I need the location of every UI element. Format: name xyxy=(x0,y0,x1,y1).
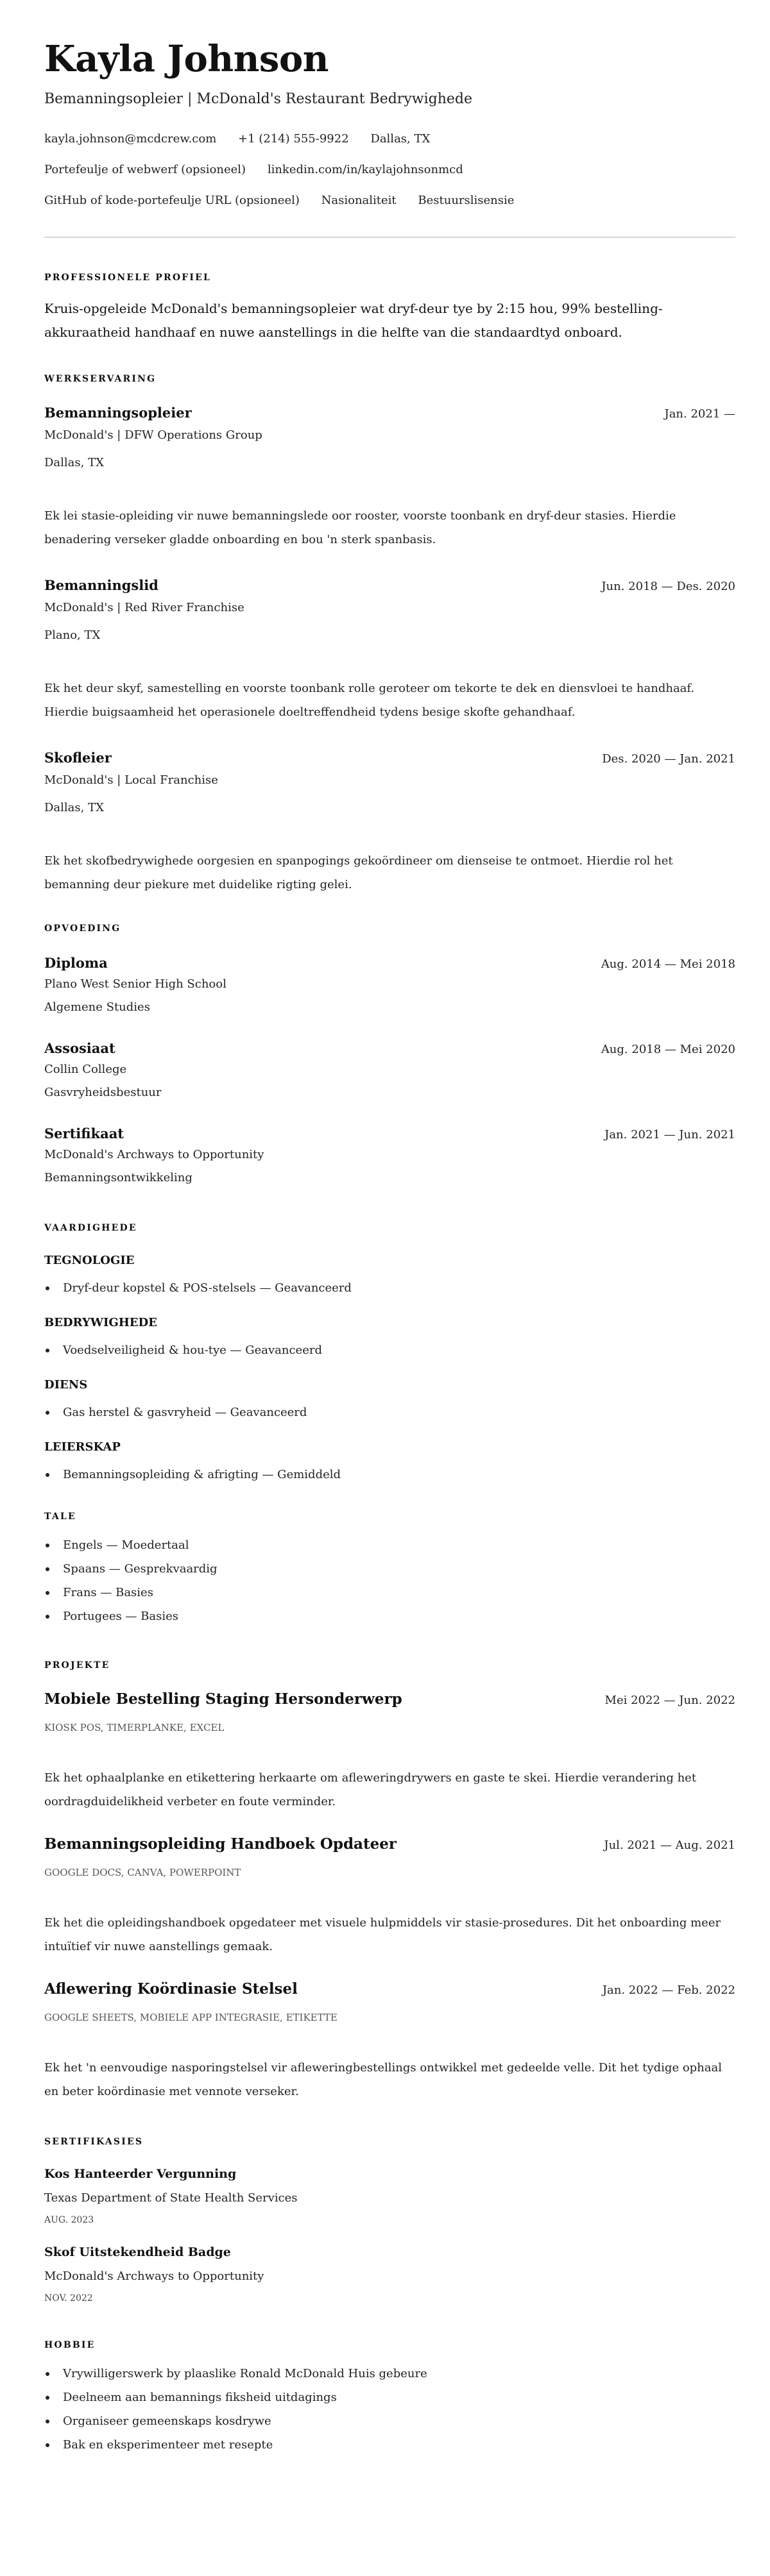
project-entry xyxy=(44,1834,735,1958)
skill-item: Bemanningsopleiding & afrigting — Gemiddeld xyxy=(44,1463,735,1486)
language-list xyxy=(44,1533,735,1628)
project-date: Jan. 2022 — Feb. 2022 xyxy=(602,1983,735,1997)
skill-group-title: BEDRYWIGHEDE xyxy=(44,1316,157,1329)
skill-item: Gas herstel & gasvryheid — Geavanceerd xyxy=(44,1401,735,1424)
skill-group-title: DIENS xyxy=(44,1378,88,1392)
job-description: Ek het skofbedrywighede oorgesien en spanpogings gekoördineer om dienseise te ontmoet. Hierdie rol het bemanning deur piekure met duidelike rigting gelei. xyxy=(44,854,673,891)
job-location: Dallas, TX xyxy=(44,801,104,814)
linkedin-link[interactable]: linkedin.com/in/kaylajohnsonmcd xyxy=(267,163,463,176)
certification-date: NOV. 2022 xyxy=(44,2293,93,2303)
project-title: Bemanningsopleiding Handboek Opdateer xyxy=(44,1835,397,1853)
certification-date: AUG. 2023 xyxy=(44,2215,94,2225)
field-of-study: Bemanningsontwikkeling xyxy=(44,1171,193,1184)
job-title: Bemanningsopleier xyxy=(44,405,192,421)
nationality: Nasionaliteit xyxy=(321,194,397,207)
language-item: Spaans — Gesprekvaardig xyxy=(44,1557,735,1581)
certification-issuer: Texas Department of State Health Services xyxy=(44,2191,298,2205)
hobby-item: Organiseer gemeenskaps kosdrywe xyxy=(44,2409,735,2433)
certification-issuer: McDonald's Archways to Opportunity xyxy=(44,2269,264,2283)
header-divider xyxy=(44,237,735,238)
education-date: Aug. 2018 — Mei 2020 xyxy=(601,1043,735,1056)
project-tech: GOOGLE SHEETS, MOBIELE APP INTEGRASIE, ETIKETTE xyxy=(44,2012,338,2023)
job-date: Des. 2020 — Jan. 2021 xyxy=(602,752,735,766)
job-location: Dallas, TX xyxy=(44,456,104,469)
certification-entry xyxy=(44,2243,735,2305)
languages-section xyxy=(44,1510,735,1628)
skill-list xyxy=(44,1276,735,1300)
section-heading: SERTIFIKASIES xyxy=(44,2137,144,2147)
hobby-item: Vrywilligerswerk by plaaslike Ronald McDonald Huis gebeure xyxy=(44,2362,735,2386)
section-heading: PROFESSIONELE PROFIEL xyxy=(44,273,212,283)
project-description: Ek het ophaalplanke en etikettering herkaarte om afleweringdrywers en gaste te skei. Hierdie verandering het oordragduidelikheid verbeter en foute verminder. xyxy=(44,1771,697,1808)
project-description: Ek het 'n eenvoudige nasporingstelsel vir afleweringbestellings ontwikkel met gedeelde velle. Dit het tydige ophaal en beter koördinasie met vennote verseker. xyxy=(44,2061,722,2098)
job-company: McDonald's | Red River Franchise xyxy=(44,601,244,614)
project-title: Aflewering Koördinasie Stelsel xyxy=(44,1980,298,1998)
school-name: Collin College xyxy=(44,1063,127,1076)
project-date: Jul. 2021 — Aug. 2021 xyxy=(604,1839,735,1852)
school-name: McDonald's Archways to Opportunity xyxy=(44,1148,264,1161)
section-heading: OPVOEDING xyxy=(44,923,121,934)
job-company: McDonald's | DFW Operations Group xyxy=(44,428,262,442)
hobby-item: Bak en eksperimenteer met resepte xyxy=(44,2433,735,2457)
language-item: Portugees — Basies xyxy=(44,1604,735,1628)
job-title: Skofleier xyxy=(44,750,112,766)
section-heading: TALE xyxy=(44,1511,76,1522)
skills-section xyxy=(44,1222,735,1486)
school-name: Plano West Senior High School xyxy=(44,977,227,991)
project-tech: GOOGLE DOCS, CANVA, POWERPOINT xyxy=(44,1867,241,1878)
job-description: Ek lei stasie-opleiding vir nuwe bemanningslede oor rooster, voorste toonbank en dryf-deur stasies. Hierdie benadering verseker gladde onboarding en bou 'n sterk spanbasis. xyxy=(44,509,676,546)
job-entry xyxy=(44,576,735,724)
certifications-section xyxy=(44,2135,735,2305)
drivers-license: Bestuurslisensie xyxy=(418,194,515,207)
project-tech: KIOSK POS, TIMERPLANKE, EXCEL xyxy=(44,1722,225,1733)
job-entry xyxy=(44,403,735,551)
job-date: Jun. 2018 — Des. 2020 xyxy=(601,580,735,593)
project-entry xyxy=(44,1979,735,2103)
resume-page xyxy=(0,38,770,2457)
language-item: Frans — Basies xyxy=(44,1581,735,1604)
job-description: Ek het deur skyf, samestelling en voorste toonbank rolle geroteer om tekorte te dek en diensvloei te handhaaf. Hierdie buigsaamheid het operasionele doeltreffendheid tydens besige skofte gehandhaaf. xyxy=(44,682,695,719)
profile-text: Kruis-opgeleide McDonald's bemanningsopleier wat dryf-deur tye by 2:15 hou, 99% bestelling-akkuraatheid handhaaf en nuwe aanstellings in die helfte van die standaardtyd onboard. xyxy=(44,301,663,340)
portfolio-link[interactable]: Portefeulje of webwerf (opsioneel) xyxy=(44,163,246,176)
contact-line xyxy=(44,155,735,185)
projects-section xyxy=(44,1659,735,2103)
profile-section xyxy=(44,271,735,344)
project-entry xyxy=(44,1689,735,1814)
skill-group-title: TEGNOLOGIE xyxy=(44,1254,135,1267)
location: Dallas, TX xyxy=(370,132,431,146)
education-date: Aug. 2014 — Mei 2018 xyxy=(601,957,735,971)
resume-header xyxy=(44,38,735,216)
section-heading: HOBBIE xyxy=(44,2340,96,2350)
field-of-study: Algemene Studies xyxy=(44,1000,150,1014)
candidate-name: Kayla Johnson xyxy=(44,38,329,80)
contact-info xyxy=(44,124,735,216)
field-of-study: Gasvryheidsbestuur xyxy=(44,1086,162,1099)
skill-group-title: LEIERSKAP xyxy=(44,1440,121,1454)
section-heading: WERKSERVARING xyxy=(44,374,157,384)
education-entry xyxy=(44,954,735,1019)
hobbies-section xyxy=(44,2339,735,2457)
project-date: Mei 2022 — Jun. 2022 xyxy=(604,1694,735,1707)
skill-list xyxy=(44,1401,735,1424)
skill-item: Dryf-deur kopstel & POS-stelsels — Geavanceerd xyxy=(44,1276,735,1300)
hobby-list xyxy=(44,2362,735,2457)
contact-line xyxy=(44,185,735,216)
certification-entry xyxy=(44,2165,735,2227)
github-link[interactable]: GitHub of kode-portefeulje URL (opsioneel) xyxy=(44,194,300,207)
project-description: Ek het die opleidingshandboek opgedateer met visuele hulpmiddels vir stasie-prosedures. Dit het onboarding meer intuïtief vir nuwe aanstellings gemaak. xyxy=(44,1916,721,1953)
certification-title: Skof Uitstekendheid Badge xyxy=(44,2245,231,2259)
skill-list xyxy=(44,1463,735,1486)
job-entry xyxy=(44,748,735,897)
language-item: Engels — Moedertaal xyxy=(44,1533,735,1557)
degree-title: Assosiaat xyxy=(44,1040,116,1056)
certification-title: Kos Hanteerder Vergunning xyxy=(44,2167,237,2181)
skill-list xyxy=(44,1338,735,1362)
job-title: Bemanningslid xyxy=(44,577,158,593)
phone-number: +1 (214) 555-9922 xyxy=(238,132,349,146)
hobby-item: Deelneem aan bemannings fiksheid uitdagings xyxy=(44,2386,735,2409)
section-heading: VAARDIGHEDE xyxy=(44,1223,137,1233)
education-entry xyxy=(44,1039,735,1104)
education-section xyxy=(44,922,735,1190)
contact-line xyxy=(44,124,735,155)
degree-title: Sertifikaat xyxy=(44,1125,124,1141)
email-link[interactable]: kayla.johnson@mcdcrew.com xyxy=(44,132,217,146)
education-entry xyxy=(44,1124,735,1190)
section-heading: PROJEKTE xyxy=(44,1660,110,1671)
project-title: Mobiele Bestelling Staging Hersonderwerp xyxy=(44,1690,402,1708)
education-date: Jan. 2021 — Jun. 2021 xyxy=(604,1128,735,1141)
job-date: Jan. 2021 — xyxy=(664,407,735,421)
candidate-subtitle: Bemanningsopleier | McDonald's Restaurant Bedrywighede xyxy=(44,91,472,107)
skill-item: Voedselveiligheid & hou-tye — Geavanceerd xyxy=(44,1338,735,1362)
degree-title: Diploma xyxy=(44,955,108,971)
job-location: Plano, TX xyxy=(44,628,101,642)
experience-section xyxy=(44,373,735,897)
job-company: McDonald's | Local Franchise xyxy=(44,773,218,787)
